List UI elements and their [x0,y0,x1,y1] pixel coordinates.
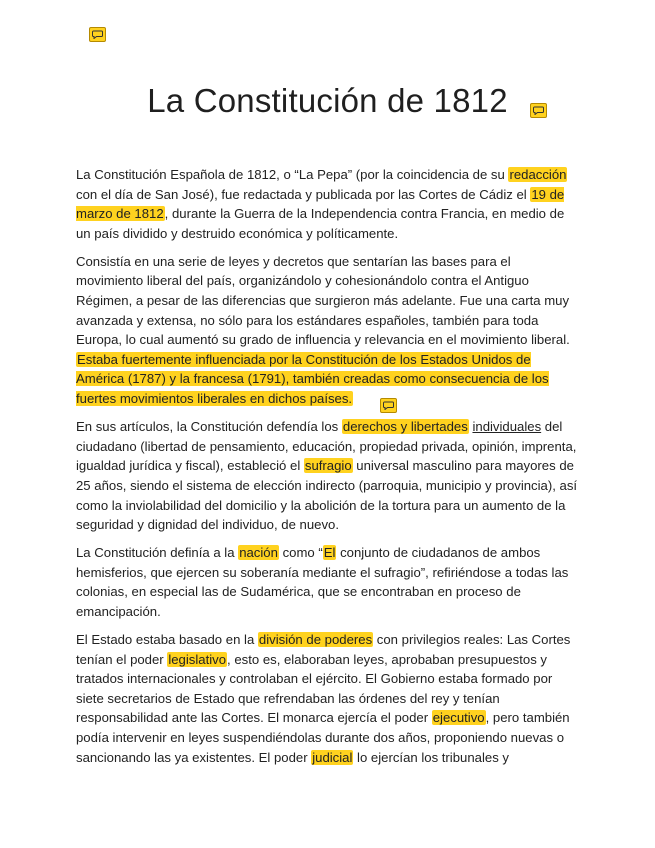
paragraph: En sus artículos, la Constitución defendía los derechos y libertades individuales del ciudadano (libertad de pensamiento, educación, propiedad privada, opinión, imprenta, igualdad jurídica y fiscal), estableció el sufragio universal masculino para mayores de 25 años, siendo el sistema de elección indirecto (parroquia, municipio y provincia), así como la inviolabilidad del domicilio y la abolición de la tortura para un aumento de la seguridad y dignidad del individuo, de nuevo. [76,419,578,533]
highlight: ejecutivo [432,710,485,726]
highlight: El [323,545,336,561]
paragraph: Consistía en una serie de leyes y decretos que sentarían las bases para el movimiento liberal del país, organizándolo y cohesionándolo contra el Antiguo Régimen, a pesar de las diferencias que surgieron más adelante. Fue una carta muy avanzada y extensa, no sólo para los estándares españoles, también para toda Europa, lo cual aumentó su grado de influencia y relevancia en el movimiento liberal. Estaba fuertemente influenciada por la Constitución de los Estados Unidos de América (1787) y la francesa (1791), también creadas como consecuencia de los fuertes movimientos liberales en dichos países. [76,253,570,407]
paragraph: La Constitución Española de 1812, o “La Pepa” (por la coincidencia de su redacción con el día de San José), fue redactada y publicada por las Cortes de Cádiz el 19 de marzo de 1812, durante la Guerra de la Independencia contra Francia, en medio de un país dividido y destruido económica y políticamente. [76,167,567,241]
page-title: La Constitución de 1812 [147,82,508,119]
highlight: judicial [312,749,353,765]
underlined-text: individuales [472,419,542,435]
highlight: derechos y libertades [342,419,468,435]
comment-icon[interactable] [530,103,547,118]
paragraph: La Constitución definía a la nación como “El conjunto de ciudadanos de ambos hemisferios, que ejercen su soberanía mediante el sufragio”, refiriéndose a todas las colonias, en especial las de Sudamérica, que se encontraban en proceso de emancipación. [76,545,569,619]
comment-icon[interactable] [89,27,106,42]
paragraph: El Estado estaba basado en la división de poderes con privilegios reales: Las Cortes tenían el poder legislativo, esto es, elaboraban leyes, aprobaban presupuestos y tratados internacionales y controlaban el ejército. El Gobierno estaba formado por siete secretarios de Estado que refrendaban las órdenes del rey y tenían responsabilidad ante las Cortes. El monarca ejercía el poder ejecutivo, pero también podía intervenir en leyes suspendiéndolas durante dos años, proponiendo nuevas o sancionando las ya existentes. El poder judicial lo ejercían los tribunales y [76,632,571,765]
highlight: Estaba fuertemente influenciada por la Constitución de los Estados Unidos de América (1787) y la francesa (1791), también creadas como consecuencia de los fuertes movimientos liberales en dichos países. [76,351,549,407]
highlight: sufragio [304,458,352,474]
document-body [76,165,579,776]
highlight: redacción [509,167,567,182]
highlight: legislativo [168,651,227,667]
highlight: 19 de marzo de 1812 [76,186,565,222]
highlight: división de poderes [258,632,373,648]
highlight: nación [239,545,278,561]
